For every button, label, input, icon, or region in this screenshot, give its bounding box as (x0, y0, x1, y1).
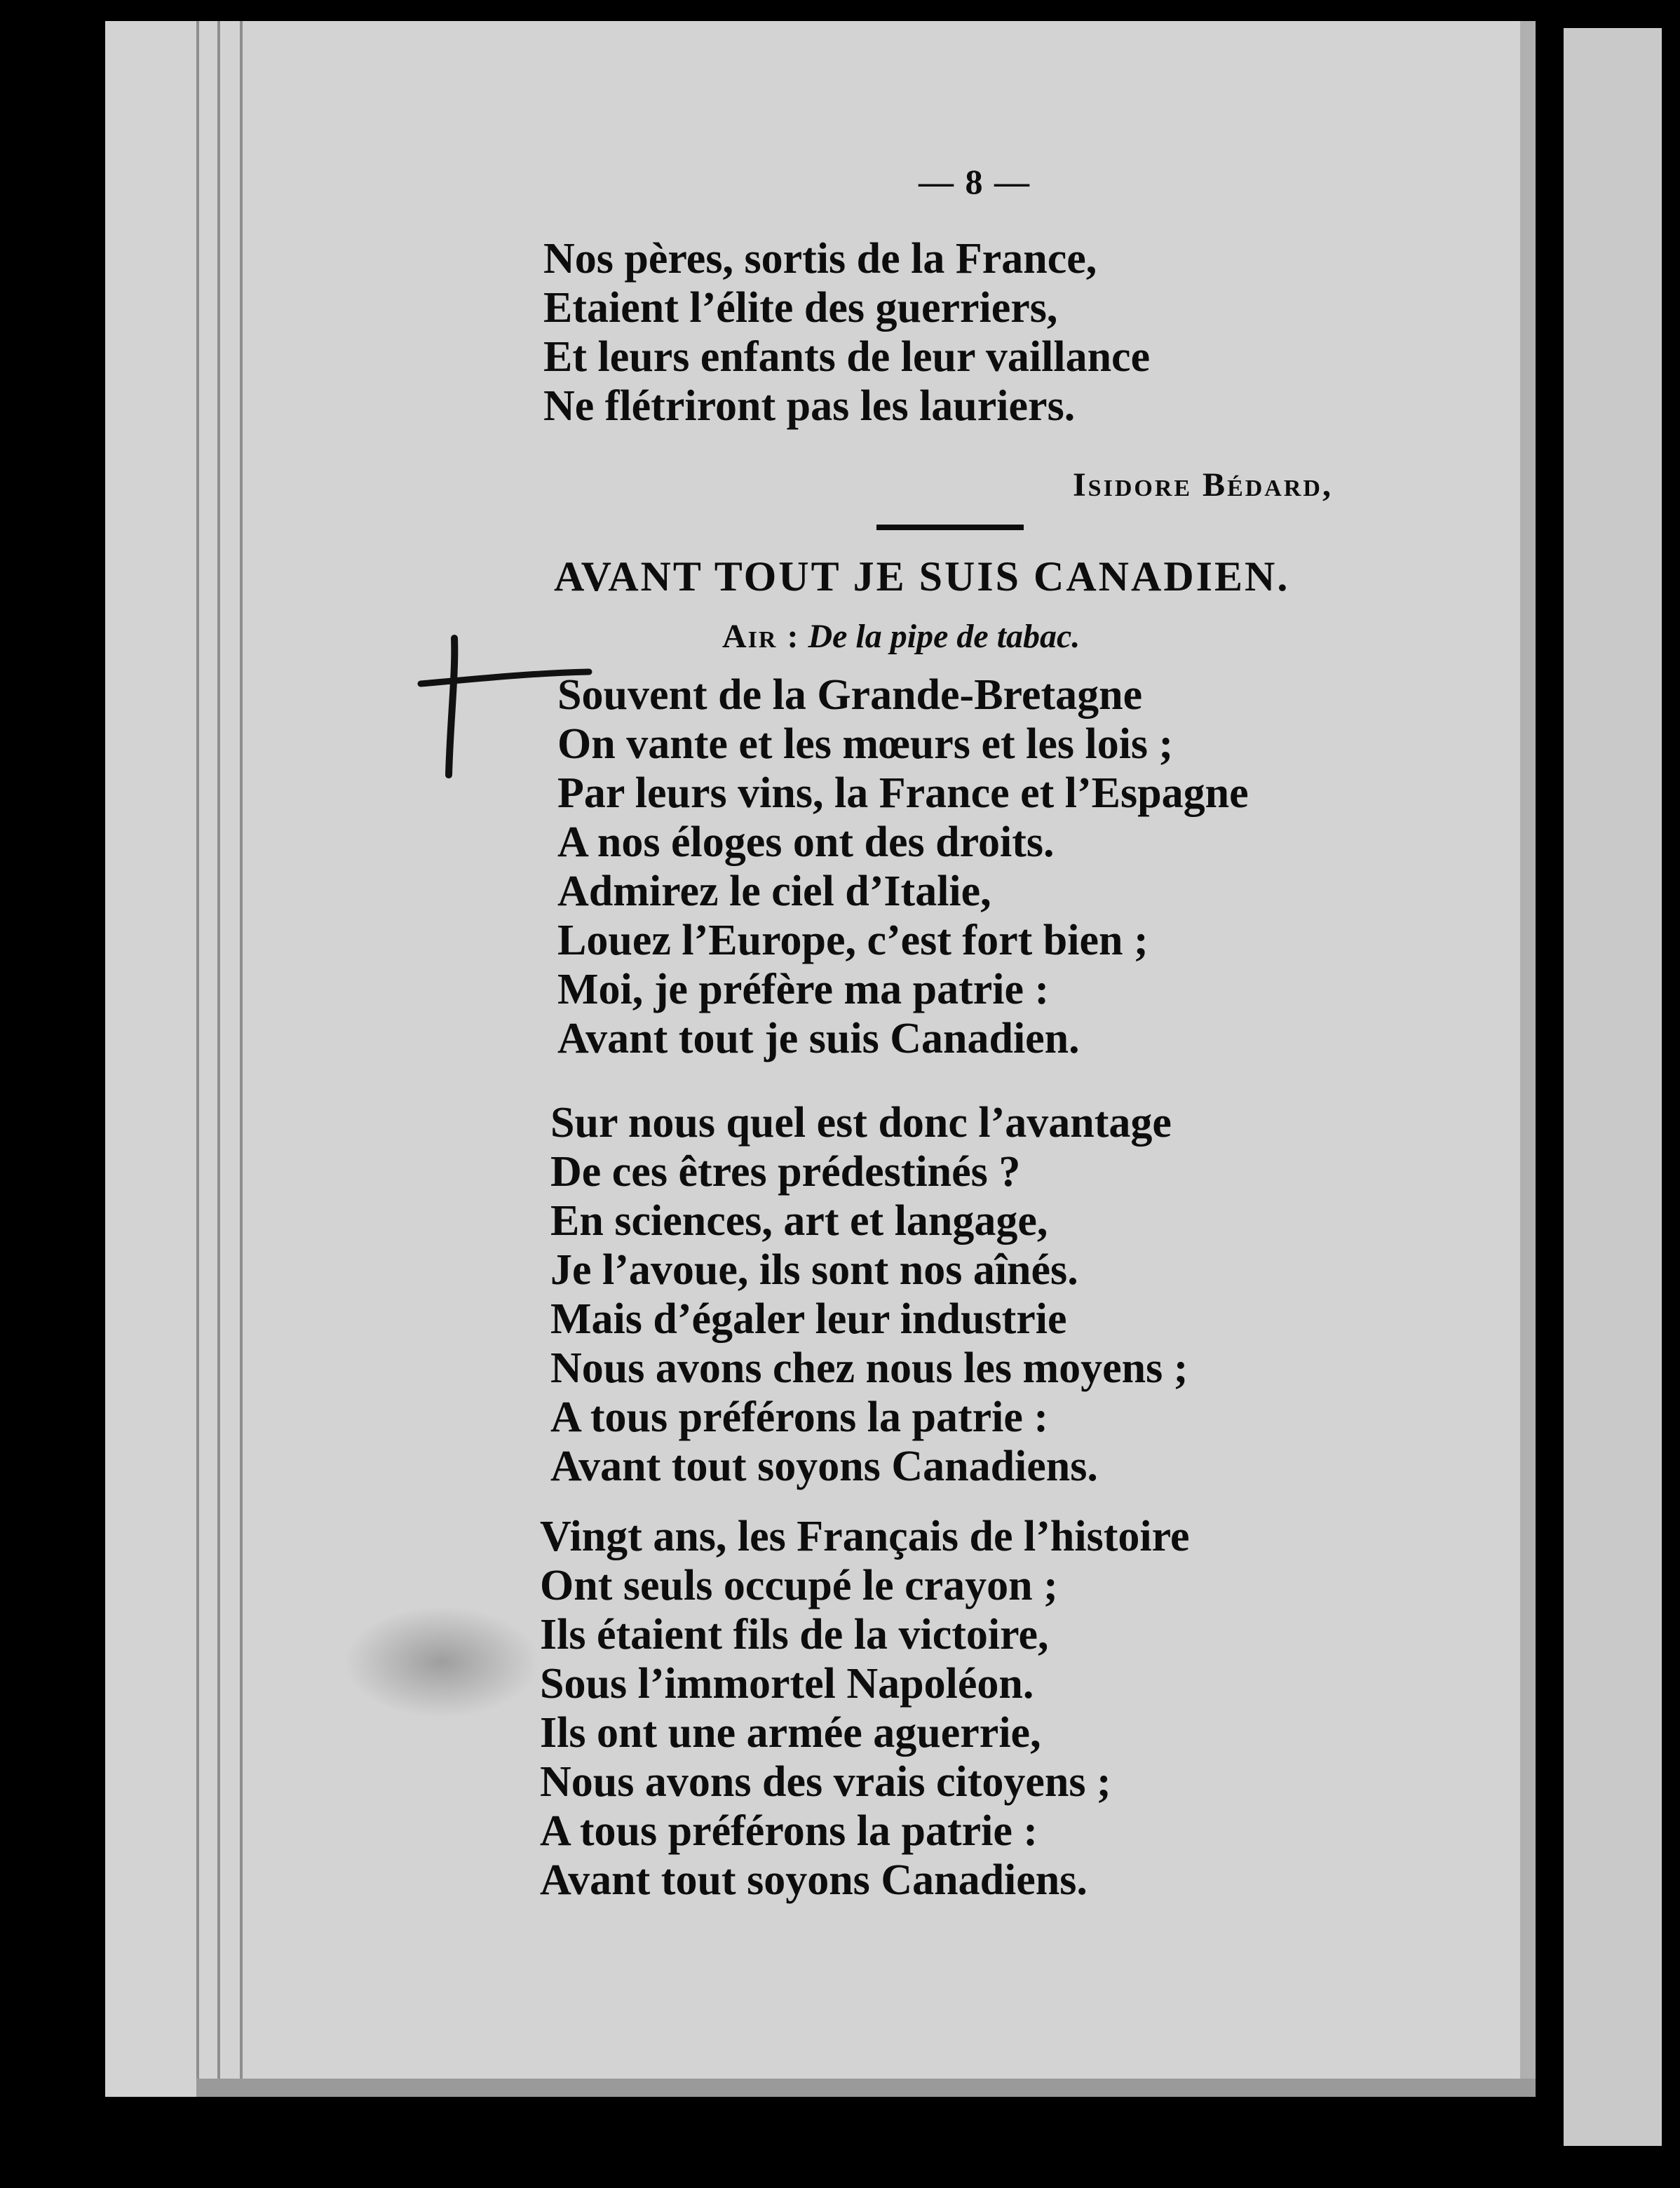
air-label: Air : (722, 618, 800, 655)
verse-line: Ne flétriront pas les lauriers. (543, 382, 1076, 430)
verse-line: Et leurs enfants de leur vaillance (543, 333, 1151, 381)
verse-line: Par leurs vins, la France et l’Espagne (557, 769, 1249, 817)
verse-line: Avant tout je suis Canadien. (557, 1015, 1080, 1062)
song-stanza-3 (540, 1512, 1190, 1905)
verse-line: Avant tout soyons Canadiens. (550, 1443, 1098, 1490)
song-stanza-1 (557, 670, 1249, 1063)
verse-line: Mais d’égaler leur industrie (550, 1295, 1067, 1343)
verse-line: Moi, je préfère ma patrie : (557, 966, 1050, 1013)
verse-line: Etaient l’élite des guerriers, (543, 284, 1058, 332)
binding-line (196, 21, 199, 2097)
verse-line: On vante et les mœurs et les lois ; (557, 720, 1174, 768)
verse-line: Nos pères, sortis de la France, (543, 235, 1097, 283)
verse-line: Souvent de la Grande-Bretagne (557, 671, 1143, 719)
binding-line (240, 21, 243, 2097)
verse-line: A nos éloges ont des droits. (557, 818, 1055, 866)
verse-line: Sous l’immortel Napoléon. (540, 1660, 1034, 1708)
adjacent-page-edge (1564, 28, 1662, 2146)
verse-line: Vingt ans, les Français de l’histoire (540, 1513, 1190, 1560)
verse-line: Ils étaient fils de la victoire, (540, 1611, 1049, 1659)
page-number: — 8 — (919, 162, 1031, 201)
verse-line: En sciences, art et langage, (550, 1197, 1048, 1245)
page-bottom-edge (196, 2079, 1536, 2097)
poem-ending-stanza (543, 234, 1150, 431)
page-right-edge (1520, 21, 1536, 2097)
verse-line: Sur nous quel est donc l’avantage (550, 1099, 1172, 1147)
verse-line: Ils ont une armée aguerrie, (540, 1709, 1041, 1757)
verse-line: Nous avons des vrais citoyens ; (540, 1758, 1111, 1806)
poem-author: Isidore Bédard, (1073, 466, 1333, 504)
song-stanza-2 (550, 1098, 1188, 1491)
song-air-line (722, 617, 1080, 656)
binding-line (217, 21, 220, 2097)
section-divider (876, 525, 1024, 530)
verse-line: A tous préférons la patrie : (550, 1393, 1049, 1441)
verse-line: Ont seuls occupé le crayon ; (540, 1562, 1058, 1609)
ink-smudge (344, 1606, 540, 1718)
verse-line: Nous avons chez nous les moyens ; (550, 1344, 1188, 1392)
verse-line: Admirez le ciel d’Italie, (557, 867, 991, 915)
song-title: AVANT TOUT JE SUIS CANADIEN. (554, 553, 1290, 600)
verse-line: De ces êtres prédestinés ? (550, 1148, 1021, 1196)
verse-line: Avant tout soyons Canadiens. (540, 1856, 1088, 1904)
verse-line: A tous préférons la patrie : (540, 1807, 1038, 1855)
air-tune: De la pipe de tabac. (808, 618, 1081, 655)
verse-line: Louez l’Europe, c’est fort bien ; (557, 917, 1149, 964)
verse-line: Je l’avoue, ils sont nos aînés. (550, 1246, 1078, 1294)
